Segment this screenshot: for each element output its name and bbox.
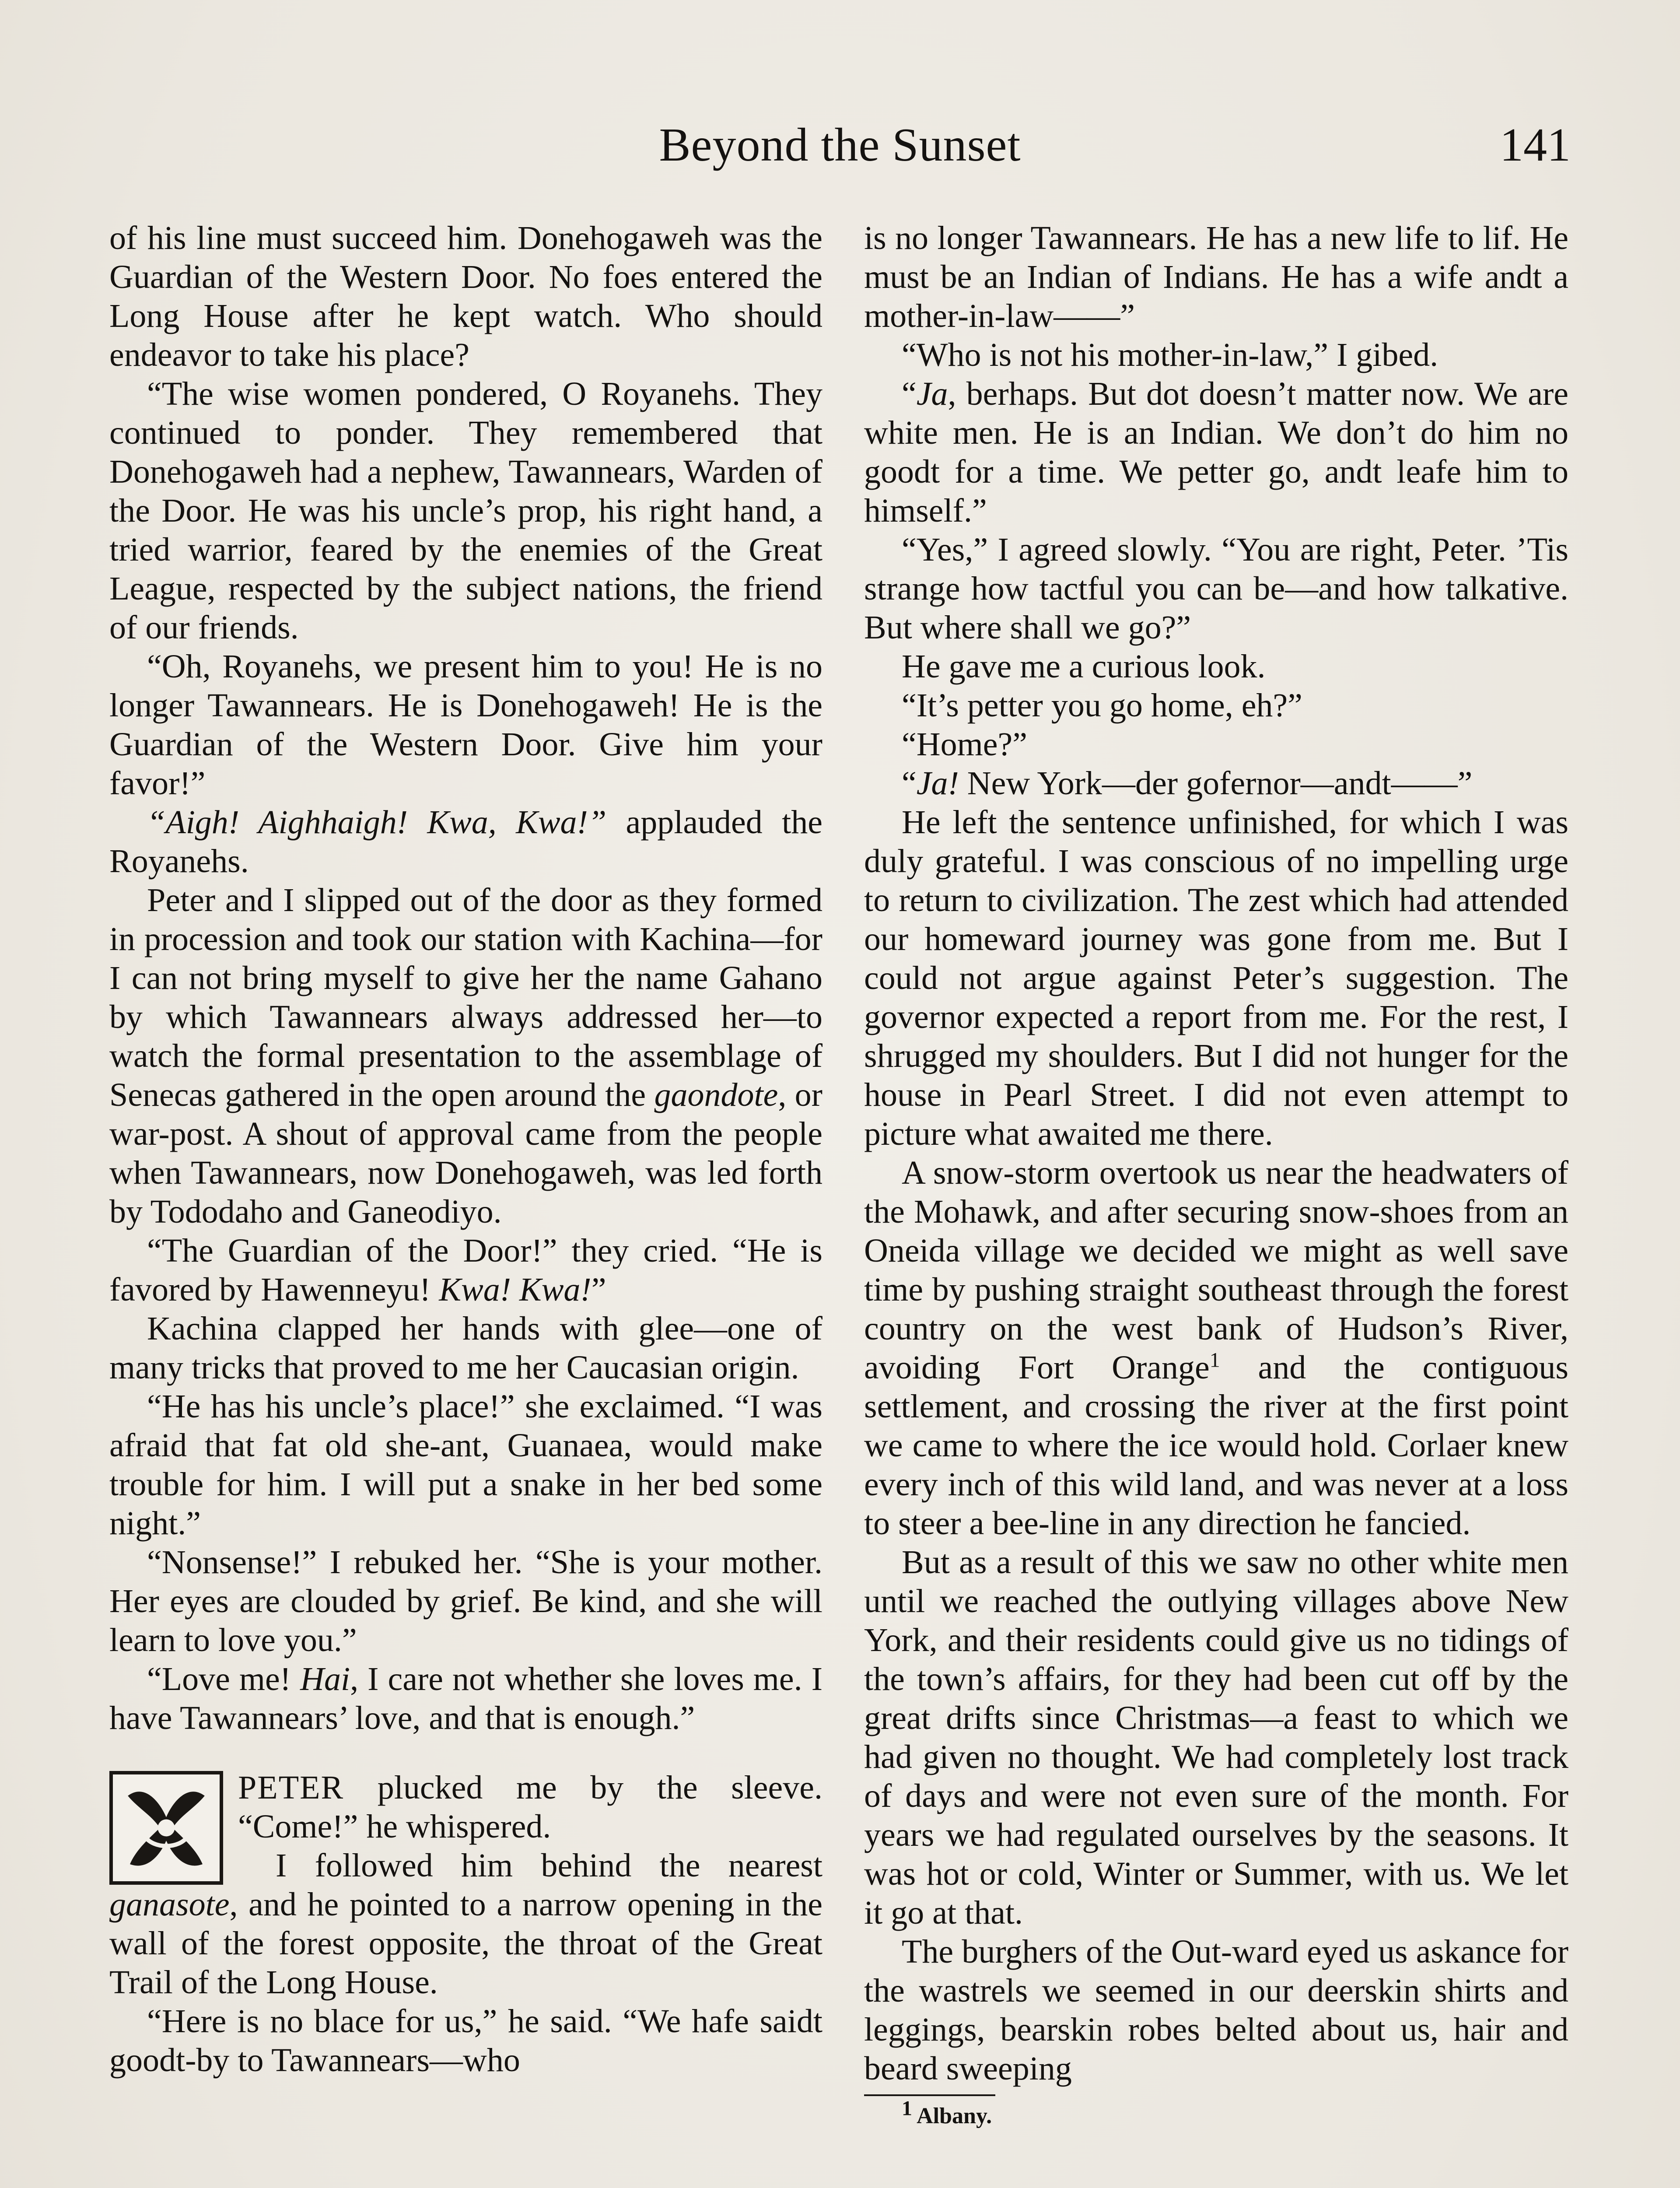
page-header xyxy=(109,118,1571,188)
paragraph: Kachina clapped her hands with glee—one of many tricks that proved to me her Caucasian origin. xyxy=(109,1310,822,1386)
italic-text: ganasote xyxy=(109,1886,230,1923)
text: , or war-post. A shout of approval came from the people when Tawannears, now Donehogaweh, was led forth by Tododaho and Ganeodiyo. xyxy=(109,1076,822,1230)
italic-text: “Aigh! Aighhaigh! Kwa, Kwa!” xyxy=(147,804,607,841)
paragraph: He gave me a curious look. xyxy=(902,648,1266,685)
paragraph xyxy=(109,1231,822,1309)
italic-text: gaondote xyxy=(654,1076,778,1113)
text: , berhaps. But dot doesn’t matter now. We are white men. He is an Indian. We don’t do him no goodt for a time. We petter go, andt leafe him to himself.” xyxy=(864,375,1568,529)
footnote-text: Albany. xyxy=(912,2104,992,2128)
page-number: 141 xyxy=(1500,119,1571,171)
text: and the contiguous settlement, and crossing the river at the first point we came to where the ice would hold. Corlaer knew every inch of this wild land, and was never at a loss to steer a bee-line in any direction he fancied. xyxy=(864,1349,1569,1542)
italic-text: Hai xyxy=(300,1661,350,1697)
paragraph: “Yes,” I agreed slowly. “You are right, Peter. ’Tis strange how tactful you can be—and how talkative. But where shall we go?” xyxy=(864,531,1568,646)
paragraph: But as a result of this we saw no other white men until we reached the outlying villages above New York, and their residents could give us no tidings of the town’s affairs, for they had been cut off by the great drifts since Christmas—a feast to which we had given no thought. We had completely lost track of days and were not even sure of the month. For years we had regulated ourselves by the seasons. It was hot or cold, Winter or Summer, with us. We let it go at that. xyxy=(864,1544,1568,1931)
paragraph: “Nonsense!” I rebuked her. “She is your mother. Her eyes are clouded by grief. Be kind, and she will learn to love you.” xyxy=(109,1544,822,1659)
text: “ xyxy=(902,765,917,802)
text: plucked me by the sleeve. “Come!” he whispered. xyxy=(238,1769,822,1845)
paragraph xyxy=(109,803,822,881)
paragraph xyxy=(109,881,822,1231)
footnote-reference: 1 xyxy=(1209,1348,1220,1372)
running-title: Beyond the Sunset xyxy=(659,119,1021,171)
paragraph: “He has his uncle’s place!” she exclaimed. “I was afraid that fat old she-ant, Guanaea, would make trouble for him. I will put a snake in her bed some night.” xyxy=(109,1388,822,1542)
paragraph xyxy=(109,1660,822,1738)
right-column xyxy=(864,219,1568,2129)
section-opening-paragraph xyxy=(109,1768,822,1846)
italic-text: Ja! xyxy=(916,765,959,802)
italic-text: Kwa! Kwa! xyxy=(439,1271,592,1308)
footnote-mark: 1 xyxy=(902,2097,912,2120)
paragraph: He left the sentence unfinished, for which I was duly grateful. I was conscious of no impelling urge to return to civilization. The zest which had attended our homeward journey was gone from me. But I could not argue against Peter’s suggestion. The governor expected a report from me. For the rest, I shrugged my shoulders. But I did not hunger for the house in Pearl Street. I did not even attempt to picture what awaited me there. xyxy=(864,804,1568,1152)
paragraph xyxy=(864,375,1568,530)
italic-text: Ja xyxy=(916,375,948,412)
paragraph: The burghers of the Out-ward eyed us askance for the wastrels we seemed in our deerskin shirts and leggings, bearskin robes belted about us, hair and beard sweeping xyxy=(864,1933,1568,2087)
text: , I care not whether she loves me. I have Tawannears’ love, and that is enough.” xyxy=(109,1661,823,1736)
paragraph: is no longer Tawannears. He has a new life to lif. He must be an Indian of Indians. He has a wife andt a mother-in-law——” xyxy=(864,220,1568,334)
paragraph: “Who is not his mother-in-law,” I gibed. xyxy=(902,337,1438,373)
text: A snow-storm overtook us near the headwaters of the Mohawk, and after securing snow-shoes from an Oneida village we decided we might as well save time by pushing straight southeast through the forest country on the west bank of Hudson’s River, avoiding Fort Orange xyxy=(864,1154,1568,1386)
text: “ xyxy=(902,375,917,412)
paragraph: “Oh, Royanehs, we present him to you! He is no longer Tawannears. He is Donehogaweh! He is the Guardian of the Western Door. Give him your favor!” xyxy=(109,648,822,802)
paragraph: “Home?” xyxy=(902,726,1027,763)
text: “Love me! xyxy=(147,1661,301,1697)
text: , and he pointed to a narrow opening in the wall of the forest opposite, the throat of the Great Trail of the Long House. xyxy=(109,1886,822,2001)
paragraph: “The wise women pondered, O Royanehs. They continued to ponder. They remembered that Donehogaweh had a nephew, Tawannears, Warden of the Door. He was his uncle’s prop, his right hand, a tried warrior, feared by the enemies of the Great League, respected by the subject nations, the friend of our friends. xyxy=(109,375,822,646)
text: New York—der gofernor—andt——” xyxy=(959,765,1473,802)
text: ” xyxy=(591,1271,606,1308)
text: Peter and I slipped out of the door as they formed in procession and took our station with Kachina—for I can not bring myself to give her the name Gahano by which Tawannears always addressed her—to watch the formal presentation to the assemblage of Senecas gathered in the open around the xyxy=(109,882,822,1113)
text: I followed him behind the nearest xyxy=(276,1847,822,1884)
text: applauded the Royanehs. xyxy=(109,804,822,880)
paragraph: of his line must succeed him. Donehogaweh was the Guardian of the Western Door. No foes entered the Long House after he kept watch. Who should endeavor to take his place? xyxy=(109,220,822,373)
ornamental-initial-icon xyxy=(109,1771,223,1885)
paragraph xyxy=(864,1154,1568,1543)
small-caps-lead: PETER xyxy=(238,1769,344,1806)
footnote-divider xyxy=(864,2094,995,2096)
left-column xyxy=(109,219,822,2080)
text: “The Guardian of the Door!” they cried. “He is favored by Hawenneyu! xyxy=(109,1232,822,1308)
paragraph xyxy=(864,764,1568,803)
footnote xyxy=(864,2097,1568,2129)
paragraph: “It’s petter you go home, eh?” xyxy=(902,687,1302,724)
paragraph: “Here is no blace for us,” he said. “We hafe saidt goodt-by to Tawannears—who xyxy=(109,2003,822,2079)
